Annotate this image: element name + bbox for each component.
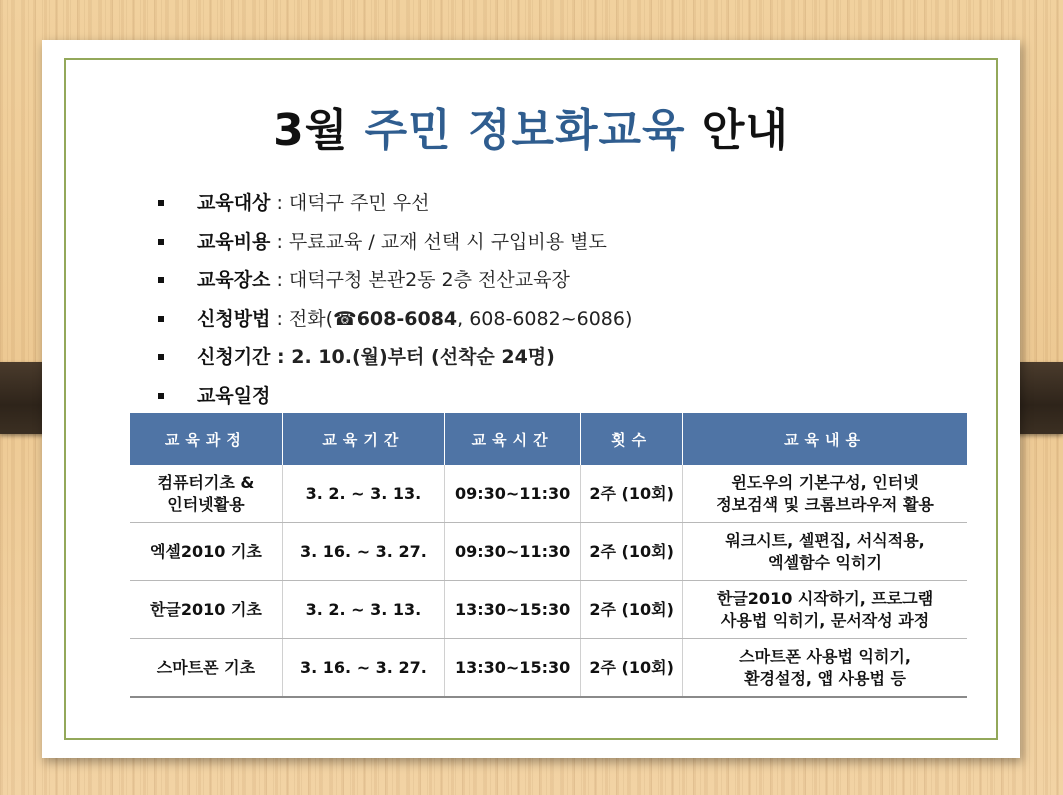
course-line: 컴퓨터기초 & xyxy=(157,472,255,492)
time-cell: 13:30~15:30 xyxy=(445,581,581,639)
info-label: 교육대상 xyxy=(197,192,271,214)
content-line: 사용법 익히기, 문서작성 과정 xyxy=(720,610,930,630)
table-row xyxy=(130,465,967,523)
content-cell xyxy=(683,465,967,523)
course-cell: 스마트폰 기초 xyxy=(130,639,282,698)
info-label: 교육비용 xyxy=(197,230,271,253)
table-header-row xyxy=(130,413,967,465)
period-cell: 3. 2. ~ 3. 13. xyxy=(282,465,444,523)
time-cell: 09:30~11:30 xyxy=(445,465,581,523)
course-cell xyxy=(130,465,282,523)
period-cell: 3. 2. ~ 3. 13. xyxy=(282,581,444,639)
info-sep: : xyxy=(270,230,289,253)
info-label: 신청방법 xyxy=(197,307,271,330)
info-sep: : xyxy=(270,269,289,291)
phone-number-main: 608-6084 xyxy=(356,307,458,330)
content-cell xyxy=(683,639,967,698)
title-highlight: 주민 정보화교육 xyxy=(364,105,686,156)
notice-paper xyxy=(42,40,1020,758)
info-item-cost xyxy=(155,227,632,266)
count-cell: 2주 (10회) xyxy=(581,523,683,581)
title-prefix: 3월 xyxy=(273,105,349,156)
info-item-apply-method xyxy=(155,304,632,343)
info-item-location xyxy=(155,265,632,304)
info-value-post: , 608-6082~6086) xyxy=(457,307,633,330)
header-count: 횟수 xyxy=(581,413,683,465)
header-time: 교육시간 xyxy=(445,413,581,465)
content-line: 엑셀함수 익히기 xyxy=(768,552,882,572)
count-cell: 2주 (10회) xyxy=(581,581,683,639)
info-sep: : xyxy=(270,192,289,214)
course-cell: 한글2010 기초 xyxy=(130,581,282,639)
header-period: 교육기간 xyxy=(282,413,444,465)
info-value: 대덕구청 본관2동 2층 전산교육장 xyxy=(288,269,570,291)
info-sep: : xyxy=(270,307,289,330)
info-item-apply-period xyxy=(155,342,632,381)
info-label: 신청기간 xyxy=(197,346,271,368)
info-value-pre: 전화( xyxy=(288,307,334,330)
content-line: 한글2010 시작하기, 프로그램 xyxy=(716,588,934,608)
phone-icon: ☎ xyxy=(333,307,357,330)
period-cell: 3. 16. ~ 3. 27. xyxy=(282,639,444,698)
table-row xyxy=(130,639,967,698)
info-list xyxy=(155,188,632,419)
content-line: 환경설정, 앱 사용법 등 xyxy=(744,668,906,688)
period-cell: 3. 16. ~ 3. 27. xyxy=(282,523,444,581)
content-line: 스마트폰 사용법 익히기, xyxy=(739,646,911,666)
info-sep: : xyxy=(270,346,292,368)
title-suffix: 안내 xyxy=(701,105,789,156)
table-row xyxy=(130,523,967,581)
course-cell: 엑셀2010 기초 xyxy=(130,523,282,581)
content-line: 정보검색 및 크롬브라우저 활용 xyxy=(716,494,934,514)
info-item-target xyxy=(155,188,632,227)
info-label: 교육장소 xyxy=(197,269,271,291)
page-title xyxy=(42,94,1020,158)
schedule-table xyxy=(130,413,967,698)
info-value: 대덕구 주민 우선 xyxy=(288,192,430,214)
time-cell: 09:30~11:30 xyxy=(445,523,581,581)
info-label: 교육일정 xyxy=(197,384,271,407)
count-cell: 2주 (10회) xyxy=(581,639,683,698)
table-row xyxy=(130,581,967,639)
info-value: 2. 10.(월)부터 (선착순 24명) xyxy=(291,346,555,368)
content-cell xyxy=(683,523,967,581)
header-content: 교육내용 xyxy=(683,413,967,465)
content-cell xyxy=(683,581,967,639)
content-line: 윈도우의 기본구성, 인터넷 xyxy=(731,472,919,492)
course-line: 인터넷활용 xyxy=(167,494,245,514)
info-value: 무료교육 / 교재 선택 시 구입비용 별도 xyxy=(288,230,607,253)
count-cell: 2주 (10회) xyxy=(581,465,683,523)
header-course: 교육과정 xyxy=(130,413,282,465)
content-line: 워크시트, 셀편집, 서식적용, xyxy=(725,530,925,550)
time-cell: 13:30~15:30 xyxy=(445,639,581,698)
